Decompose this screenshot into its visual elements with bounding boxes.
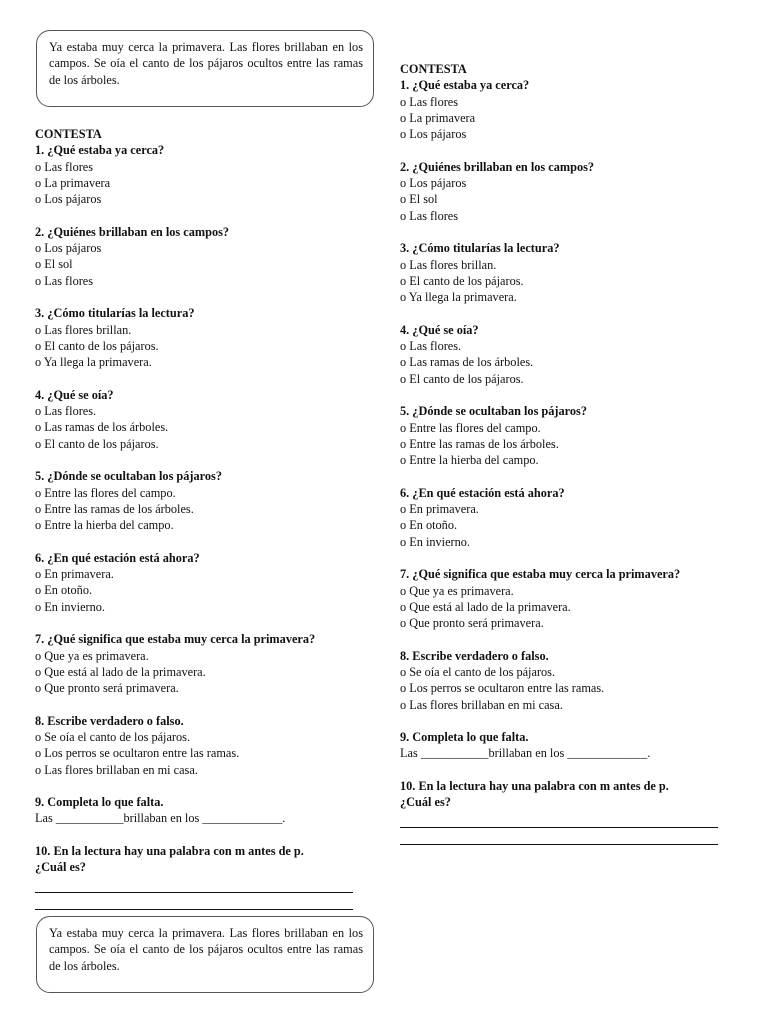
answer-option[interactable]: o En otoño.	[35, 583, 93, 598]
question-title: 9. Completa lo que falta.	[400, 730, 529, 745]
answer-option[interactable]: o Los pájaros	[35, 192, 102, 207]
question-5	[400, 403, 730, 468]
answer-option[interactable]: o Que está al lado de la primavera.	[400, 599, 571, 614]
passage-text: Ya estaba muy cerca la primavera. Las flores brillaban en los campos. Se oía el canto de los pájaros ocultos entre las ramas de los árboles.	[49, 926, 363, 973]
question-title: 10. En la lectura hay una palabra con m antes de p.	[400, 779, 669, 794]
answer-line[interactable]	[35, 893, 353, 910]
question-title: 8. Escribe verdadero o falso.	[400, 648, 549, 663]
question-title: 10. En la lectura hay una palabra con m antes de p.	[35, 844, 304, 859]
answer-option[interactable]: o La primavera	[400, 110, 476, 125]
answer-option[interactable]: o Entre las ramas de los árboles.	[400, 436, 559, 451]
question-title: 6. ¿En qué estación está ahora?	[400, 485, 565, 500]
answer-option[interactable]: o Las flores	[400, 208, 459, 223]
question-title-continued: ¿Cuál es?	[35, 860, 86, 875]
answer-option[interactable]: o El canto de los pájaros.	[35, 338, 159, 353]
question-title: 5. ¿Dónde se ocultaban los pájaros?	[400, 404, 587, 419]
question-title-continued: ¿Cuál es?	[400, 795, 451, 810]
answer-line[interactable]	[400, 811, 718, 828]
answer-option[interactable]: o Los pájaros	[400, 176, 467, 191]
answer-option[interactable]: o Las flores	[35, 159, 94, 174]
question-2	[35, 224, 365, 289]
answer-option[interactable]: o En primavera.	[35, 567, 114, 582]
answer-option[interactable]: o Los pájaros	[400, 127, 467, 142]
answer-option[interactable]: o Las flores	[400, 94, 459, 109]
answer-option[interactable]: o Ya llega la primavera.	[35, 355, 152, 370]
question-5	[35, 468, 365, 533]
question-3	[400, 240, 730, 305]
answer-option[interactable]: o El canto de los pájaros.	[400, 371, 524, 386]
answer-option[interactable]: o Las flores	[35, 273, 94, 288]
passage-text: Ya estaba muy cerca la primavera. Las flores brillaban en los campos. Se oía el canto de los pájaros ocultos entre las ramas de los árboles.	[49, 40, 363, 87]
question-9	[35, 794, 365, 827]
question-8	[400, 648, 730, 713]
question-4	[35, 387, 365, 452]
answer-option[interactable]: o Las ramas de los árboles.	[400, 355, 534, 370]
question-2	[400, 159, 730, 224]
worksheet-left-column	[35, 126, 365, 926]
question-7	[400, 566, 730, 631]
answer-option[interactable]: o Ya llega la primavera.	[400, 290, 517, 305]
fill-in-blank-line[interactable]: Las ___________brillaban en los _____________.	[400, 746, 651, 761]
answer-option[interactable]: o La primavera	[35, 175, 111, 190]
question-1	[35, 142, 365, 207]
answer-option[interactable]: o Se oía el canto de los pájaros.	[400, 664, 556, 679]
question-title: 3. ¿Cómo titularías la lectura?	[35, 306, 195, 321]
question-title: 2. ¿Quiénes brillaban en los campos?	[400, 159, 595, 174]
question-10	[35, 843, 365, 910]
question-title: 1. ¿Qué estaba ya cerca?	[35, 143, 165, 158]
answer-option[interactable]: o Las flores.	[35, 404, 97, 419]
contesta-heading: CONTESTA	[35, 127, 102, 141]
answer-option[interactable]: o Entre las flores del campo.	[35, 485, 176, 500]
question-title: 4. ¿Qué se oía?	[35, 387, 114, 402]
answer-option[interactable]: o Se oía el canto de los pájaros.	[35, 729, 191, 744]
answer-option[interactable]: o Los pájaros	[35, 241, 102, 256]
answer-option[interactable]: o Las flores brillan.	[35, 322, 132, 337]
question-title: 8. Escribe verdadero o falso.	[35, 713, 184, 728]
answer-option[interactable]: o Entre las flores del campo.	[400, 420, 541, 435]
question-title: 3. ¿Cómo titularías la lectura?	[400, 241, 560, 256]
question-title: 7. ¿Qué significa que estaba muy cerca la primavera?	[400, 567, 681, 582]
question-6	[400, 485, 730, 550]
question-title: 5. ¿Dónde se ocultaban los pájaros?	[35, 469, 222, 484]
question-10	[400, 778, 730, 845]
question-title: 7. ¿Qué significa que estaba muy cerca la primavera?	[35, 632, 316, 647]
answer-option[interactable]: o Entre la hierba del campo.	[400, 453, 539, 468]
answer-option[interactable]: o Que ya es primavera.	[400, 583, 514, 598]
question-title: 6. ¿En qué estación está ahora?	[35, 550, 200, 565]
answer-option[interactable]: o Entre las ramas de los árboles.	[35, 501, 194, 516]
answer-option[interactable]: o Los perros se ocultaron entre las ramas.	[35, 746, 240, 761]
answer-option[interactable]: o En invierno.	[400, 534, 471, 549]
answer-option[interactable]: o Las ramas de los árboles.	[35, 420, 169, 435]
reading-passage-box	[36, 30, 374, 107]
question-1	[400, 77, 730, 142]
answer-option[interactable]: o Que está al lado de la primavera.	[35, 664, 206, 679]
question-title: 9. Completa lo que falta.	[35, 795, 164, 810]
answer-option[interactable]: o Que pronto será primavera.	[400, 616, 544, 631]
answer-option[interactable]: o El sol	[35, 257, 73, 272]
answer-option[interactable]: o Entre la hierba del campo.	[35, 518, 174, 533]
answer-option[interactable]: o En primavera.	[400, 502, 479, 517]
answer-option[interactable]: o En invierno.	[35, 599, 106, 614]
answer-option[interactable]: o Las flores brillaban en mi casa.	[35, 762, 198, 777]
question-4	[400, 322, 730, 387]
question-3	[35, 305, 365, 370]
answer-option[interactable]: o Que ya es primavera.	[35, 648, 149, 663]
answer-option[interactable]: o Los perros se ocultaron entre las ramas.	[400, 681, 605, 696]
question-6	[35, 550, 365, 615]
answer-option[interactable]: o El canto de los pájaros.	[400, 273, 524, 288]
worksheet-right-column	[400, 61, 730, 861]
question-9	[400, 729, 730, 762]
question-8	[35, 713, 365, 778]
answer-option[interactable]: o Que pronto será primavera.	[35, 681, 179, 696]
contesta-heading: CONTESTA	[400, 62, 467, 76]
question-title: 4. ¿Qué se oía?	[400, 322, 479, 337]
answer-option[interactable]: o Las flores.	[400, 339, 462, 354]
answer-option[interactable]: o Las flores brillan.	[400, 257, 497, 272]
question-title: 2. ¿Quiénes brillaban en los campos?	[35, 224, 230, 239]
reading-passage-box	[36, 916, 374, 993]
answer-option[interactable]: o El sol	[400, 192, 438, 207]
answer-option[interactable]: o Las flores brillaban en mi casa.	[400, 697, 563, 712]
answer-option[interactable]: o En otoño.	[400, 518, 458, 533]
answer-option[interactable]: o El canto de los pájaros.	[35, 436, 159, 451]
fill-in-blank-line[interactable]: Las ___________brillaban en los _____________.	[35, 811, 286, 826]
answer-line[interactable]	[400, 828, 718, 845]
question-title: 1. ¿Qué estaba ya cerca?	[400, 78, 530, 93]
answer-line[interactable]	[35, 876, 353, 893]
question-7	[35, 631, 365, 696]
